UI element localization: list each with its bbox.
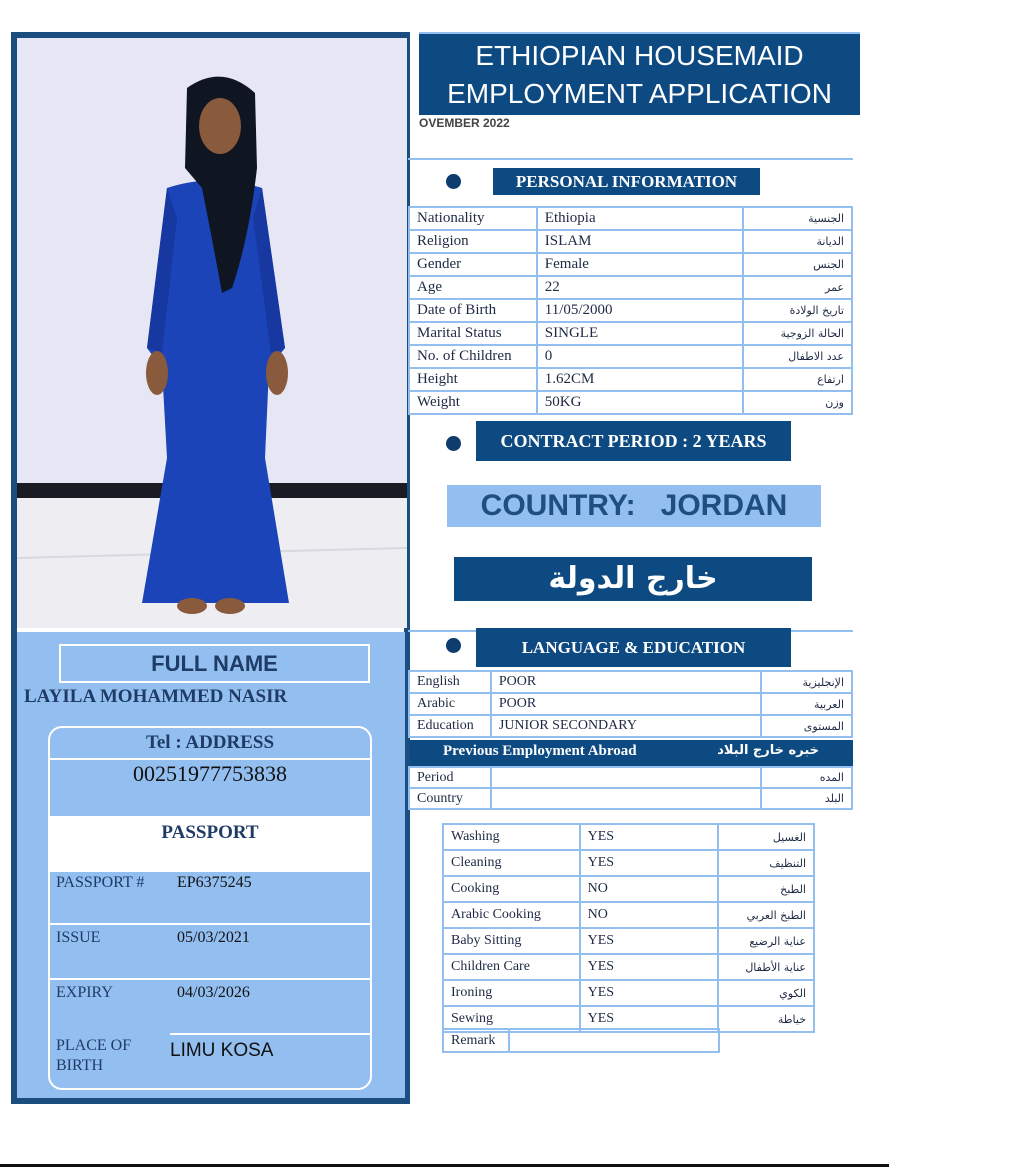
contact-card [48,726,372,1090]
contract-period-separator: : [682,431,689,451]
skills-table [442,823,815,1033]
language-table [408,670,853,738]
personal-row-value: ISLAM [537,230,744,253]
skill-row [443,954,814,980]
skill-row-ar: عناية الرضيع [718,928,814,954]
personal-row-label: Height [409,368,537,391]
tel-address-label: Tel : ADDRESS [145,732,275,753]
previous-employment-title-arabic: خبره خارج البلاد [717,743,819,758]
personal-row-value: 22 [537,276,744,299]
personal-row-value: SINGLE [537,322,744,345]
previous-row [409,767,852,788]
personal-row [409,322,852,345]
country-label: COUNTRY: [480,489,636,522]
skill-row-ar: خياطة [718,1006,814,1032]
bullet-icon [446,638,461,653]
personal-row [409,230,852,253]
personal-row-ar: تاريخ الولادة [743,299,852,322]
previous-employment-table [408,766,853,810]
language-row-ar: العربية [761,693,852,715]
expiry-value: 04/03/2026 [177,984,250,1001]
personal-row-ar: عمر [743,276,852,299]
skill-row-ar: الكوي [718,980,814,1006]
language-row-ar: الإنجليزية [761,671,852,693]
personal-row-ar: الجنس [743,253,852,276]
skill-row [443,876,814,902]
skill-row [443,980,814,1006]
personal-row-value: 0 [537,345,744,368]
personal-row-ar: الحالة الزوجية [743,322,852,345]
skill-row-value: YES [580,824,719,850]
bullet-icon [446,174,461,189]
title-line-1: ETHIOPIAN HOUSEMAID [475,40,804,71]
divider [50,923,370,925]
skill-row-ar: التنظيف [718,850,814,876]
personal-row [409,276,852,299]
skill-row-value: YES [580,954,719,980]
personal-row-label: No. of Children [409,345,537,368]
document-date: OVEMBER 2022 [419,116,510,130]
language-row-label: Arabic [409,693,491,715]
personal-row [409,368,852,391]
expiry-label: EXPIRY [56,984,113,1001]
personal-row-value: 11/05/2000 [537,299,744,322]
contract-period-value: 2 YEARS [692,431,767,451]
language-row-value: POOR [491,693,762,715]
skill-row-label: Arabic Cooking [443,902,580,928]
remark-row [443,1029,719,1052]
divider [408,158,853,160]
previous-row-value [491,788,761,809]
bottom-rule [0,1164,889,1167]
skill-row-value: NO [580,902,719,928]
personal-row-label: Nationality [409,207,537,230]
personal-row-ar: ارتفاع [743,368,852,391]
personal-row [409,207,852,230]
remark-value [509,1029,719,1052]
divider [50,978,370,980]
skill-row-label: Ironing [443,980,580,1006]
passport-number-value: EP6375245 [177,874,252,891]
personal-row [409,299,852,322]
personal-row-value: 50KG [537,391,744,414]
country-box [447,485,821,527]
title-line-2: EMPLOYMENT APPLICATION [447,78,832,109]
language-row [409,715,852,737]
previous-row-ar: المده [761,767,852,788]
personal-row-label: Weight [409,391,537,414]
tel-value: 00251977753838 [133,761,287,786]
language-row [409,693,852,715]
personal-information-table [408,206,853,415]
language-row [409,671,852,693]
personal-row-ar: الجنسية [743,207,852,230]
personal-row [409,391,852,414]
personal-row-label: Religion [409,230,537,253]
personal-row-ar: الديانة [743,230,852,253]
skill-row-value: YES [580,980,719,1006]
personal-row-label: Date of Birth [409,299,537,322]
issue-label: ISSUE [56,929,101,946]
personal-row-ar: عدد الاطفال [743,345,852,368]
language-row-value: POOR [491,671,762,693]
applicant-photo [17,38,407,628]
bullet-icon [446,436,461,451]
skill-row-label: Sewing [443,1006,580,1032]
skill-row-ar: الغسيل [718,824,814,850]
language-row-label: English [409,671,491,693]
personal-information-header: PERSONAL INFORMATION [493,168,760,195]
remark-label: Remark [443,1029,509,1052]
personal-row-value: Ethiopia [537,207,744,230]
skill-row-label: Baby Sitting [443,928,580,954]
full-name-value: LAYILA MOHAMMED NASIR [24,686,288,707]
personal-row-ar: وزن [743,391,852,414]
skill-row-value: YES [580,850,719,876]
remark-table [442,1028,720,1053]
place-of-birth-value: LIMU KOSA [170,1040,274,1061]
personal-row-value: 1.62CM [537,368,744,391]
contract-period-header [476,421,791,461]
place-of-birth-label-1: PLACE OF [56,1037,132,1054]
skill-row [443,928,814,954]
language-education-header: LANGUAGE & EDUCATION [476,628,791,667]
previous-row-value [491,767,761,788]
language-row-ar: المستوى [761,715,852,737]
skill-row-ar: الطبخ العربي [718,902,814,928]
passport-title: PASSPORT [161,822,259,843]
personal-row-label: Marital Status [409,322,537,345]
skill-row [443,824,814,850]
skill-row-value: YES [580,1006,719,1032]
place-of-birth-label-2: BIRTH [56,1057,104,1074]
previous-row-ar: البلد [761,788,852,809]
personal-row-value: Female [537,253,744,276]
previous-employment-title: Previous Employment Abroad [443,743,637,759]
skill-row [443,850,814,876]
divider [50,758,370,760]
skill-row-ar: الطبخ [718,876,814,902]
personal-row [409,253,852,276]
skill-row-label: Cooking [443,876,580,902]
passport-number-label: PASSPORT # [56,874,145,891]
skill-row-label: Children Care [443,954,580,980]
personal-row-label: Gender [409,253,537,276]
skill-row-value: YES [580,928,719,954]
language-row-value: JUNIOR SECONDARY [491,715,762,737]
previous-row-label: Period [409,767,491,788]
skill-row-label: Cleaning [443,850,580,876]
language-row-label: Education [409,715,491,737]
previous-row-label: Country [409,788,491,809]
applicant-photo-illustration [17,38,407,628]
divider [170,1033,372,1035]
contract-period-label: CONTRACT PERIOD [500,431,678,451]
skill-row-ar: عناية الأطفال [718,954,814,980]
document-title [419,32,860,115]
country-value: JORDAN [660,489,788,522]
full-name-label: FULL NAME [59,644,370,683]
issue-value: 05/03/2021 [177,929,250,946]
skill-row-label: Washing [443,824,580,850]
previous-employment-header [410,740,853,768]
skill-row-value: NO [580,876,719,902]
personal-row-label: Age [409,276,537,299]
country-arabic-box: خارج الدولة [454,557,812,601]
skill-row [443,902,814,928]
personal-row [409,345,852,368]
previous-row [409,788,852,809]
